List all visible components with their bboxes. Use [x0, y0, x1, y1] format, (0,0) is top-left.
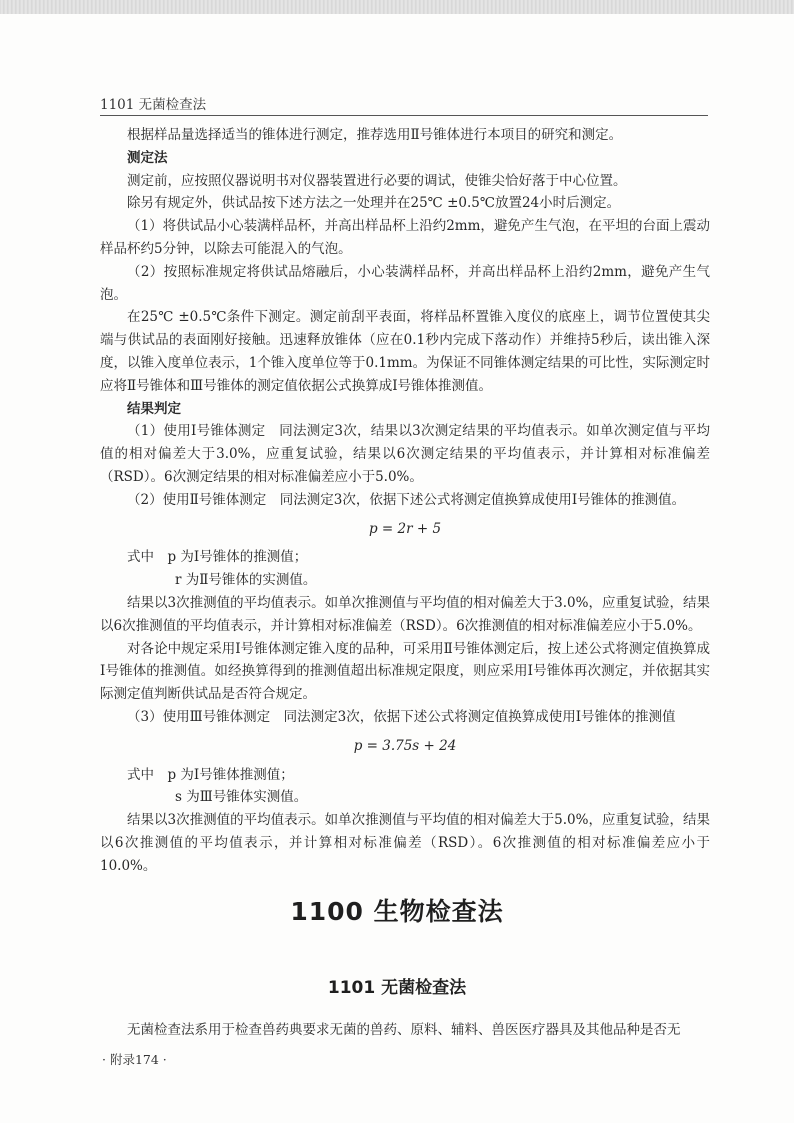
paragraph-method-5: 在25℃ ±0.5℃条件下测定。测定前刮平表面，将样品杯置锥入度仪的底座上，调节位置使其尖端与供试品的表面刚好接触。迅速释放锥体（应在0.1秒内完成下落动作）并维持5秒后，读出锥入深度，以锥入度单位表示，1个锥入度单位等于0.1mm。为保证不同锥体测定结果的可比性，实际测定时应将Ⅱ号锥体和Ⅲ号锥体的测定值依据公式换算成Ⅰ号锥体推测值。: [100, 309, 710, 394]
paragraph-intro: 根据样品量选择适当的锥体进行测定，推荐选用Ⅱ号锥体进行本项目的研究和测定。: [127, 127, 623, 143]
paragraph-result-1: （1）使用Ⅰ号锥体测定 同法测定3次，结果以3次测定结果的平均值表示。如单次测定值与平均值的相对偏差大于3.0%，应重复试验，结果以6次测定结果的平均值表示，并计算相对标准偏差（RSD）。6次测定结果的相对标准偏差应小于5.0%。: [100, 423, 710, 485]
paragraph-result-3: 结果以3次推测值的平均值表示。如单次推测值与平均值的相对偏差大于3.0%，应重复试验，结果以6次推测值的平均值表示，并计算相对标准偏差（RSD）。6次推测值的相对标准偏差应小于5.0%。: [100, 594, 710, 634]
header-rule: [100, 115, 708, 116]
page-number: · 附录174 ·: [102, 1052, 167, 1067]
formula-2: p = 3.75s + 24: [353, 737, 457, 754]
section-title: 1100 生物检查法: [290, 897, 504, 926]
subheading-method: 测定法: [127, 149, 168, 166]
section-subtitle: 1101 无菌检查法: [327, 978, 467, 998]
section-first-line: 无菌检查法系用于检查兽药典要求无菌的兽药、原料、辅料、兽医医疗器具及其他品种是否无: [127, 1022, 681, 1038]
paragraph-method-4: （2）按照标准规定将供试品熔融后，小心装满样品杯，并高出样品杯上沿约2mm，避免产生气泡。: [100, 263, 710, 303]
paragraph-result-5: （3）使用Ⅲ号锥体测定 同法测定3次，依据下述公式将测定值换算成使用Ⅰ号锥体的推测值: [127, 708, 676, 725]
paragraph-method-2: 除另有规定外，供试品按下述方法之一处理并在25℃ ±0.5℃放置24小时后测定。: [127, 195, 621, 212]
paragraph-result-6: 结果以3次推测值的平均值表示。如单次推测值与平均值的相对偏差大于5.0%，应重复试验，结果以6次推测值的平均值表示，并计算相对标准偏差（RSD）。6次推测值的相对标准偏差应小于10.0%。: [100, 812, 710, 874]
paragraph-method-1: 测定前，应按照仪器说明书对仪器装置进行必要的调试，使锥尖恰好落于中心位置。: [127, 172, 627, 189]
paragraph-method-3: （1）将供试品小心装满样品杯，并高出样品杯上沿约2mm，避免产生气泡，在平坦的台面上震动样品杯约5分钟，以除去可能混入的气泡。: [100, 218, 710, 257]
where-1-line-b: r 为Ⅱ号锥体的实测值。: [175, 572, 317, 589]
where-2-line-a: 式中 p 为Ⅰ号锥体推测值；: [127, 766, 294, 783]
main-text: [100, 124, 710, 878]
paragraph-result-2: （2）使用Ⅱ号锥体测定 同法测定3次，依据下述公式将测定值换算成使用Ⅰ号锥体的推测值。: [127, 491, 686, 508]
running-header: 1101 无菌检查法: [100, 97, 207, 113]
formula-1: p = 2r + 5: [368, 520, 442, 537]
paragraph-result-4: 对各论中规定采用Ⅰ号锥体测定锥入度的品种，可采用Ⅱ号锥体测定后，按上述公式将测定值换算成Ⅰ号锥体的推测值。如经换算得到的推测值超出标准规定限度，则应采用Ⅰ号锥体再次测定，并依据其实际测定值判断供试品是否符合规定。: [100, 640, 710, 703]
where-1-line-a: 式中 p 为Ⅰ号锥体的推测值；: [127, 549, 308, 566]
where-2-line-b: s 为Ⅲ号锥体实测值。: [175, 789, 308, 806]
scan-edge-strip: [0, 0, 794, 14]
subheading-result: 结果判定: [127, 400, 181, 417]
